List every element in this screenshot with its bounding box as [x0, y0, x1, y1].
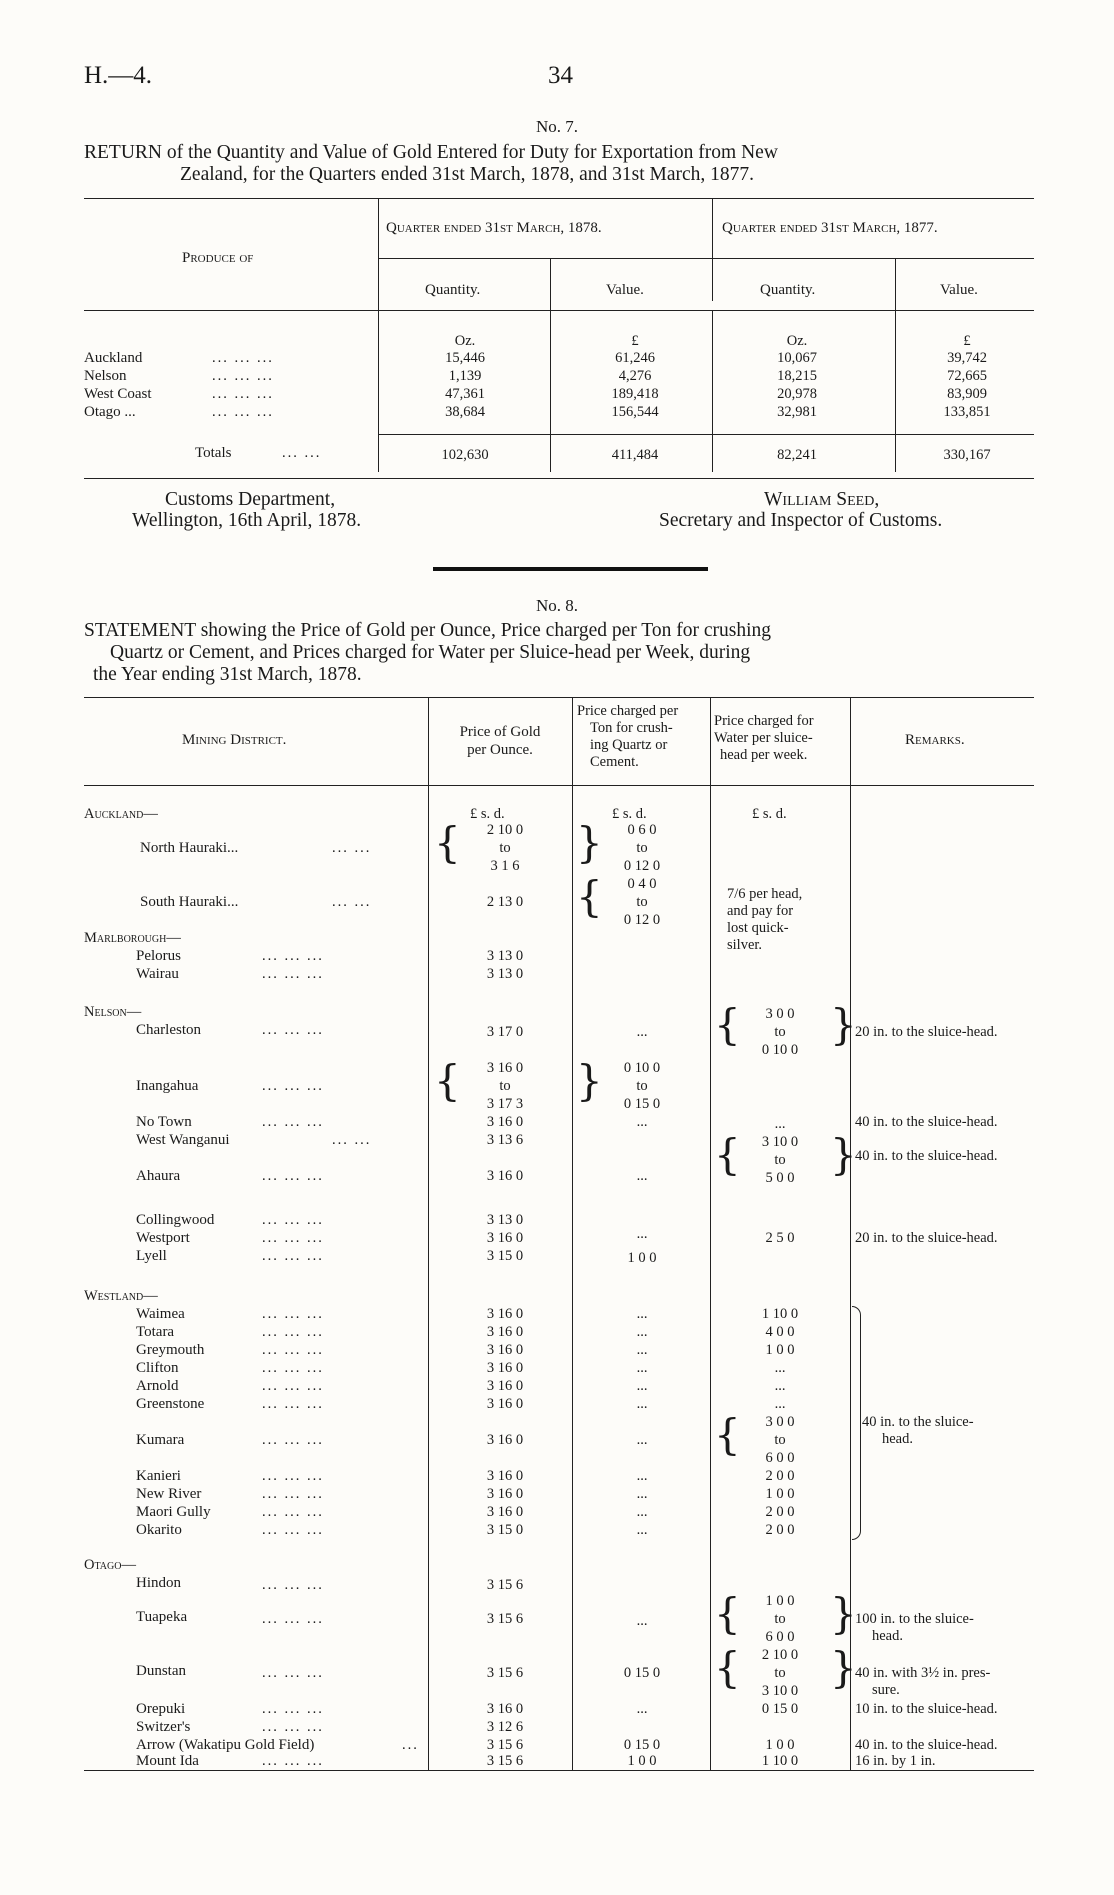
gold-price: 3 16 0: [486, 1324, 524, 1340]
locality-name: Lyell: [136, 1248, 167, 1264]
gold-price: 3 15 0: [486, 1248, 524, 1264]
crush-price: ...: [636, 1024, 648, 1040]
leader-dots: ... ... ...: [262, 1306, 324, 1322]
crush-price: ...: [636, 1378, 648, 1394]
locality-name: Waimea: [136, 1306, 185, 1322]
col-crush-2: Ton for crush-: [590, 720, 673, 736]
footer-customs-department: Customs Department,: [165, 489, 336, 510]
gold-price: 3 16 0: [486, 1114, 524, 1130]
table7-title-line1: RETURN of the Quantity and Value of Gold Entered for Duty for Exportation from New: [84, 142, 778, 163]
locality-name: Greenstone: [136, 1396, 205, 1412]
gold-price: 3 16 0: [486, 1360, 524, 1376]
remark: 40 in. to the sluice-head.: [855, 1114, 998, 1130]
water-price-high: 0 10 0: [761, 1042, 799, 1058]
locality-name: Pelorus: [136, 948, 181, 964]
gold-price: 3 15 6: [486, 1577, 524, 1593]
crush-price: 0 15 0: [623, 1665, 661, 1681]
col-water-2: Water per sluice-: [714, 730, 813, 746]
remark: 16 in. by 1 in.: [855, 1753, 936, 1769]
water-price: 2 0 0: [765, 1504, 795, 1520]
water-price: ...: [774, 1378, 786, 1394]
unit-pound-1877: £: [963, 333, 971, 349]
water-price-low: 2 10 0: [761, 1647, 799, 1663]
locality-name: Tuapeka: [136, 1609, 188, 1625]
water-price: 2 0 0: [765, 1522, 795, 1538]
crush-price-low: 0 4 0: [627, 876, 657, 892]
col-price-gold-1: Price of Gold: [459, 724, 541, 740]
crush-price: ...: [636, 1168, 648, 1184]
col-water-1: Price charged for: [714, 713, 814, 729]
unit-crush: £ s. d.: [612, 806, 647, 822]
gold-price: 3 13 0: [486, 948, 524, 964]
leader-dots: ... ... ...: [262, 1396, 324, 1412]
table7-title-line2: Zealand, for the Quarters ended 31st March, 1878, and 31st March, 1877.: [180, 164, 755, 185]
locality-name: Greymouth: [136, 1342, 205, 1358]
locality-name: Orepuki: [136, 1701, 186, 1717]
document-code: H.—4.: [84, 62, 153, 89]
to-label: to: [774, 1152, 786, 1168]
produce-name: Otago ...: [84, 404, 136, 420]
gold-price: 3 15 6: [486, 1611, 524, 1627]
to-label: to: [636, 1078, 648, 1094]
locality-name: Collingwood: [136, 1212, 215, 1228]
col-value-1877: Value.: [940, 282, 978, 298]
crush-price: ...: [636, 1324, 648, 1340]
leader-dots: ... ... ...: [262, 1486, 324, 1502]
quantity-1878: 38,684: [445, 404, 485, 420]
unit-gold: £ s. d.: [470, 806, 505, 822]
footer-wellington-date: Wellington, 16th April, 1878.: [132, 510, 362, 531]
gold-price-high: 3 1 6: [490, 858, 520, 874]
crush-price: 1 0 0: [627, 1250, 657, 1266]
locality-name: Switzer's: [136, 1719, 191, 1735]
crush-price: ...: [636, 1306, 648, 1322]
col-quarter-1878: Quarter ended 31st March, 1878.: [386, 220, 602, 236]
crush-price: ...: [636, 1396, 648, 1412]
quantity-1878: 1,139: [448, 368, 482, 384]
locality-name: Charleston: [136, 1022, 201, 1038]
locality-name: Ahaura: [136, 1168, 181, 1184]
col-produce-of: Produce of: [182, 250, 254, 266]
produce-name: Nelson: [84, 368, 127, 384]
locality-name: Wairau: [136, 966, 179, 982]
crush-price-low: 0 10 0: [623, 1060, 661, 1076]
district-nelson: Nelson—: [84, 1004, 142, 1020]
crush-price: ...: [636, 1701, 648, 1717]
to-label: to: [499, 840, 511, 856]
to-label: to: [774, 1432, 786, 1448]
water-note-3: lost quick-: [727, 920, 789, 936]
remark-1: 100 in. to the sluice-: [855, 1611, 974, 1627]
leader-dots: ... ... ...: [262, 1378, 324, 1394]
value-1878: 189,418: [611, 386, 659, 402]
crush-price-low: 0 6 0: [627, 822, 657, 838]
value-1877: 133,851: [943, 404, 991, 420]
water-price-low: 3 0 0: [765, 1414, 795, 1430]
col-crush-1: Price charged per: [577, 703, 679, 719]
gold-price: 3 16 0: [486, 1306, 524, 1322]
col-water-3: head per week.: [720, 747, 808, 763]
gold-price: 3 16 0: [486, 1378, 524, 1394]
gold-price: 3 15 0: [486, 1522, 524, 1538]
water-price-high: 5 0 0: [765, 1170, 795, 1186]
water-price: ...: [774, 1396, 786, 1412]
remark: 40 in. to the sluice-head.: [855, 1148, 998, 1164]
district-auckland: Auckland—: [84, 806, 158, 822]
col-quantity-1877: Quantity.: [760, 282, 816, 298]
locality-name: Inangahua: [136, 1078, 199, 1094]
total-value-1878: 411,484: [611, 447, 659, 463]
crush-price-high: 0 12 0: [623, 912, 661, 928]
water-price: ...: [774, 1116, 786, 1132]
remark-2: sure.: [872, 1682, 900, 1698]
gold-price: 3 13 0: [486, 966, 524, 982]
gold-price: 3 16 0: [486, 1468, 524, 1484]
value-1877: 72,665: [947, 368, 987, 384]
crush-price: 0 15 0: [623, 1737, 661, 1753]
water-price-high: 3 10 0: [761, 1683, 799, 1699]
locality-name: Okarito: [136, 1522, 182, 1538]
unit-pound-1878: £: [631, 333, 639, 349]
locality-name: Westport: [136, 1230, 190, 1246]
crush-price: ...: [636, 1522, 648, 1538]
locality-name: South Hauraki...: [140, 894, 239, 910]
produce-name: Auckland: [84, 350, 143, 366]
gold-price: 3 16 0: [486, 1486, 524, 1502]
water-note-1: 7/6 per head,: [727, 886, 803, 902]
crush-price-high: 0 12 0: [623, 858, 661, 874]
gold-price: 3 15 6: [486, 1753, 524, 1769]
gold-price: 3 13 6: [486, 1132, 524, 1148]
total-value-1877: 330,167: [943, 447, 991, 463]
signatory-title: Secretary and Inspector of Customs.: [659, 510, 943, 531]
crush-price: ...: [636, 1342, 648, 1358]
gold-price: 3 16 0: [486, 1230, 524, 1246]
water-price: 0 15 0: [761, 1701, 799, 1717]
col-mining-district: Mining District.: [182, 732, 287, 748]
col-quarter-1877: Quarter ended 31st March, 1877.: [722, 220, 938, 236]
gold-price: 3 16 0: [486, 1701, 524, 1717]
table8-title-line2: Quartz or Cement, and Prices charged for Water per Sluice-head per Week, during: [110, 642, 751, 663]
gold-price: 3 15 6: [486, 1737, 524, 1753]
total-quantity-1878: 102,630: [441, 447, 489, 463]
crush-price-high: 0 15 0: [623, 1096, 661, 1112]
locality-name: Arrow (Wakatipu Gold Field): [136, 1737, 315, 1753]
water-price: 1 10 0: [761, 1306, 799, 1322]
crush-price: ...: [636, 1468, 648, 1484]
unit-water: £ s. d.: [752, 806, 787, 822]
water-note-2: and pay for: [727, 903, 794, 919]
leader-dots: ... ... ...: [262, 1324, 324, 1340]
gold-price-low: 2 10 0: [486, 822, 524, 838]
gold-price: 3 13 0: [486, 1212, 524, 1228]
page-number: 34: [548, 62, 573, 89]
value-1877: 83,909: [947, 386, 987, 402]
water-price-high: 6 0 0: [765, 1450, 795, 1466]
remark-2: head.: [872, 1628, 903, 1644]
signatory-name: William Seed,: [764, 489, 880, 510]
col-price-gold-2: per Ounce.: [467, 742, 533, 758]
gold-price: 3 17 0: [486, 1024, 524, 1040]
table7-number: No. 7.: [535, 117, 579, 136]
remark: 10 in. to the sluice-head.: [855, 1701, 998, 1717]
col-crush-3: ing Quartz or: [590, 737, 668, 753]
remark: 40 in. to the sluice-head.: [855, 1737, 998, 1753]
water-note-4: silver.: [727, 937, 763, 953]
gold-price: 3 16 0: [486, 1504, 524, 1520]
district-westland: Westland—: [84, 1288, 158, 1304]
locality-name: Kanieri: [136, 1468, 181, 1484]
locality-name: New River: [136, 1486, 202, 1502]
to-label: to: [774, 1024, 786, 1040]
crush-price: ...: [636, 1504, 648, 1520]
table8-title-line3: the Year ending 31st March, 1878.: [93, 664, 362, 685]
totals-label: Totals: [195, 445, 232, 461]
westland-bracket: [852, 1306, 861, 1540]
water-price: 1 0 0: [765, 1342, 795, 1358]
section-divider: [433, 567, 708, 571]
leader-dots: ... ... ...: [262, 1342, 324, 1358]
to-label: to: [636, 894, 648, 910]
locality-name: Clifton: [136, 1360, 179, 1376]
locality-name: Kumara: [136, 1432, 185, 1448]
value-1878: 156,544: [611, 404, 659, 420]
gold-price-high: 3 17 3: [486, 1096, 524, 1112]
leader-dots: ... ... ...: [262, 1522, 324, 1538]
gold-price: 3 16 0: [486, 1168, 524, 1184]
gold-price: 3 16 0: [486, 1396, 524, 1412]
remark: 20 in. to the sluice-head.: [855, 1024, 998, 1040]
water-price-low: 3 10 0: [761, 1134, 799, 1150]
westland-remark-1: 40 in. to the sluice-: [862, 1414, 974, 1430]
table8-number: No. 8.: [535, 596, 579, 615]
to-label: to: [774, 1665, 786, 1681]
locality-name: Mount Ida: [136, 1753, 199, 1769]
remark: 20 in. to the sluice-head.: [855, 1230, 998, 1246]
locality-name: No Town: [136, 1114, 192, 1130]
total-quantity-1877: 82,241: [777, 447, 817, 463]
water-price: 1 10 0: [761, 1753, 799, 1769]
quantity-1878: 15,446: [445, 350, 485, 366]
gold-price: 3 12 6: [486, 1719, 524, 1735]
water-price: 2 0 0: [765, 1468, 795, 1484]
locality-name: Totara: [136, 1324, 175, 1340]
gold-price-low: 3 16 0: [486, 1060, 524, 1076]
district-marlborough: Marlborough—: [84, 930, 181, 946]
quantity-1877: 10,067: [777, 350, 817, 366]
quantity-1878: 47,361: [445, 386, 485, 402]
westland-remark-2: head.: [882, 1431, 913, 1447]
quantity-1877: 18,215: [777, 368, 817, 384]
to-label: to: [499, 1078, 511, 1094]
to-label: to: [636, 840, 648, 856]
gold-price: 3 16 0: [486, 1432, 524, 1448]
col-remarks: Remarks.: [905, 732, 965, 748]
water-price-low: 3 0 0: [765, 1006, 795, 1022]
crush-price: ...: [636, 1226, 648, 1242]
remark-1: 40 in. with 3½ in. pres-: [855, 1665, 991, 1681]
produce-name: West Coast: [84, 386, 152, 402]
col-crush-4: Cement.: [590, 754, 639, 770]
water-price-high: 6 0 0: [765, 1629, 795, 1645]
gold-price: 2 13 0: [486, 894, 524, 910]
quantity-1877: 32,981: [777, 404, 817, 420]
leader-dots: ... ... ...: [262, 1360, 324, 1376]
value-1877: 39,742: [947, 350, 987, 366]
value-1878: 61,246: [615, 350, 655, 366]
water-price: 1 0 0: [765, 1737, 795, 1753]
quantity-1877: 20,978: [777, 386, 817, 402]
to-label: to: [774, 1611, 786, 1627]
crush-price: ...: [636, 1613, 648, 1629]
value-1878: 4,276: [618, 368, 652, 384]
crush-price: ...: [636, 1114, 648, 1130]
locality-name: Dunstan: [136, 1663, 186, 1679]
district-otago: Otago—: [84, 1557, 136, 1573]
water-price: ...: [774, 1360, 786, 1376]
locality-name: Arnold: [136, 1378, 179, 1394]
water-price: 1 0 0: [765, 1486, 795, 1502]
water-price: 2 5 0: [765, 1230, 795, 1246]
col-value-1878: Value.: [606, 282, 644, 298]
locality-name: North Hauraki...: [140, 840, 239, 856]
unit-oz-1878: Oz.: [454, 333, 476, 349]
water-price-low: 1 0 0: [765, 1593, 795, 1609]
gold-price: 3 15 6: [486, 1665, 524, 1681]
locality-name: West Wanganui: [136, 1132, 230, 1148]
crush-price: ...: [636, 1486, 648, 1502]
crush-price: 1 0 0: [627, 1753, 657, 1769]
water-price: 4 0 0: [765, 1324, 795, 1340]
gold-price: 3 16 0: [486, 1342, 524, 1358]
table8-title-line1: STATEMENT showing the Price of Gold per Ounce, Price charged per Ton for crushing: [84, 620, 772, 641]
crush-price: ...: [636, 1360, 648, 1376]
locality-name: Maori Gully: [136, 1504, 211, 1520]
unit-oz-1877: Oz.: [786, 333, 808, 349]
leader-dots: ... ... ...: [262, 1468, 324, 1484]
col-quantity-1878: Quantity.: [425, 282, 481, 298]
locality-name: Hindon: [136, 1575, 181, 1591]
crush-price: ...: [636, 1432, 648, 1448]
leader-dots: ... ... ...: [262, 1504, 324, 1520]
